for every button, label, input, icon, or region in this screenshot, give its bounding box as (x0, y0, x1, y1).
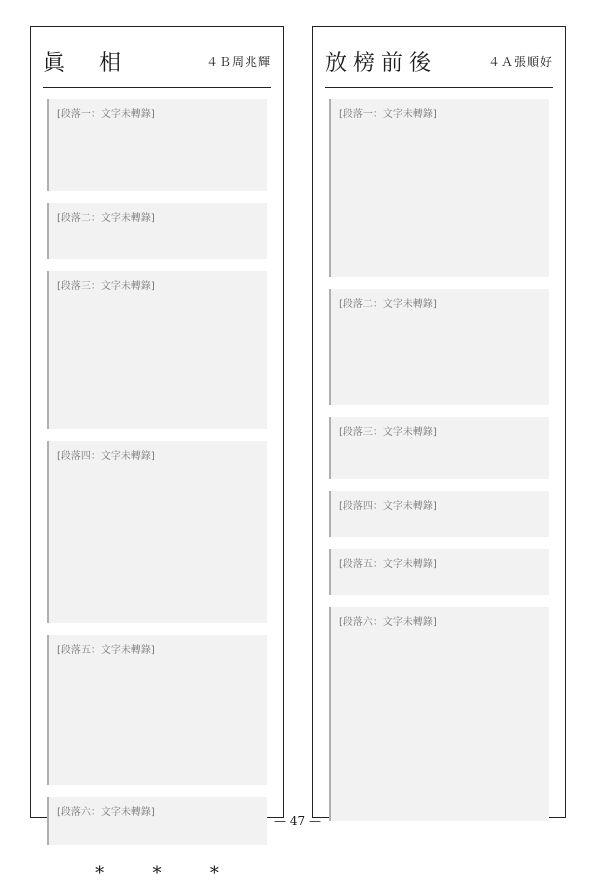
left-article-body (47, 99, 267, 884)
left-paragraph-4: [段落四：文字未轉錄] (47, 441, 267, 623)
left-paragraph-3: [段落三：文字未轉錄] (47, 271, 267, 429)
right-paragraph-2: [段落二：文字未轉錄] (329, 289, 549, 405)
right-paragraph-5: [段落五：文字未轉錄] (329, 549, 549, 595)
right-article-header (325, 41, 553, 81)
right-paragraph-1: [段落一：文字未轉錄] (329, 99, 549, 277)
separator-asterisk: * (95, 863, 105, 884)
left-article-byline: ４Ｂ周兆輝 (205, 54, 271, 69)
section-separator (47, 863, 267, 884)
right-article-body (329, 99, 549, 833)
right-paragraph-4: [段落四：文字未轉錄] (329, 491, 549, 537)
left-paragraph-2: [段落二：文字未轉錄] (47, 203, 267, 259)
right-article-title: 放榜前後 (325, 50, 438, 76)
right-article-byline: ４Ａ張順好 (487, 54, 553, 69)
left-paragraph-6: [段落六：文字未轉錄] (47, 797, 267, 845)
left-title-rule (43, 87, 271, 88)
left-article-header (43, 41, 271, 81)
left-paragraph-5: [段落五：文字未轉錄] (47, 635, 267, 785)
left-article-title: 眞 相 (43, 50, 128, 76)
right-paragraph-3: [段落三：文字未轉錄] (329, 417, 549, 479)
right-paragraph-6: [段落六：文字未轉錄] (329, 607, 549, 821)
right-title-rule (325, 87, 553, 88)
page-number: — 47 — (274, 814, 321, 828)
right-article (312, 26, 566, 818)
separator-asterisk: * (152, 863, 162, 884)
left-article (30, 26, 284, 884)
left-paragraph-1: [段落一：文字未轉錄] (47, 99, 267, 191)
separator-asterisk: * (209, 863, 219, 884)
